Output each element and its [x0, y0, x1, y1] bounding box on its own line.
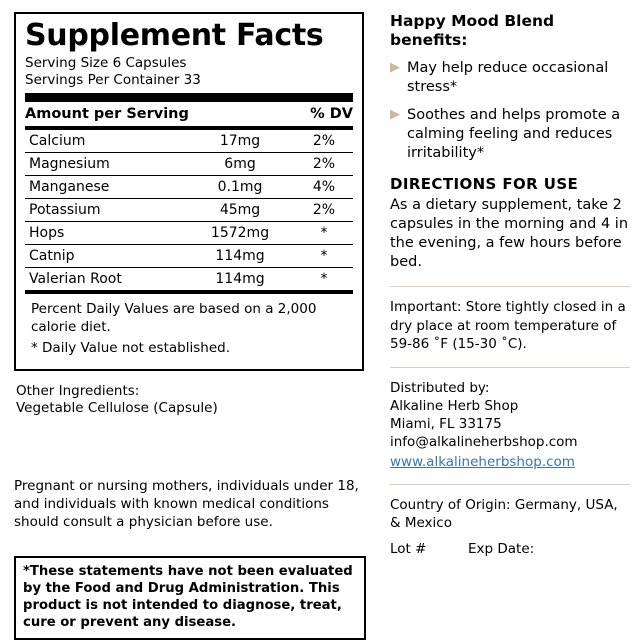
nutrient-amount: 6mg	[185, 153, 295, 176]
triangle-right-icon: ▶	[390, 107, 400, 123]
nutrient-dv: 2%	[295, 130, 353, 153]
table-header-row	[25, 102, 353, 126]
distributed-by-label: Distributed by:	[390, 379, 490, 396]
distributor-email[interactable]: info@alkalineherbshop.com	[390, 433, 578, 450]
table-row	[25, 222, 353, 245]
divider-thick	[25, 93, 353, 102]
storage-text: Important: Store tightly closed in a dry place at room temperature of 59-86 ˚F (15-30 ˚C).	[390, 299, 626, 352]
footnotes	[25, 294, 353, 358]
country-of-origin: Country of Origin: Germany, USA, & Mexico	[390, 497, 618, 532]
table-row	[25, 153, 353, 176]
supplement-facts-panel	[14, 12, 364, 371]
nutrient-dv: 4%	[295, 176, 353, 199]
divider-soft-2	[390, 367, 630, 368]
nutrient-name: Calcium	[25, 130, 185, 153]
percent-dv-header: % DV	[310, 106, 353, 123]
nutrient-amount: 114mg	[215, 271, 265, 288]
other-ingredients-label: Other Ingredients:	[16, 382, 140, 399]
nutrient-dv: 2%	[295, 153, 353, 176]
lot-label: Lot #	[390, 541, 427, 558]
nutrient-name: Manganese	[25, 176, 185, 199]
exp-date-label: Exp Date:	[468, 541, 535, 558]
divider-soft-3	[390, 484, 630, 485]
footnote-daily-values: Percent Daily Values are based on a 2,000 calorie diet.	[31, 301, 317, 336]
warning-text: Pregnant or nursing mothers, individuals under 18, and individuals with known medical conditions should consult a physician before use.	[14, 478, 359, 530]
triangle-right-icon: ▶	[390, 59, 400, 75]
benefit-text: May help reduce occasional stress*	[407, 59, 609, 95]
fda-disclaimer-text: *These statements have not been evaluated by the Food and Drug Administration. This product is not intended to diagnose, treat, cure or prevent any disease.	[23, 564, 353, 631]
nutrient-dv: *	[320, 271, 328, 288]
table-row	[25, 199, 353, 222]
distributor-address: Miami, FL 33175	[390, 415, 502, 432]
benefit-text: Soothes and helps promote a calming feeling and reduces irritability*	[407, 107, 621, 162]
distributor-company: Alkaline Herb Shop	[390, 397, 519, 414]
benefits-title: Happy Mood Blend benefits:	[390, 12, 555, 50]
nutrient-dv: 2%	[295, 199, 353, 222]
amount-per-serving-header: Amount per Serving	[25, 106, 189, 123]
divider-soft-1	[390, 286, 630, 287]
lot-exp-row	[390, 541, 630, 557]
nutrient-amount: 1572mg	[185, 222, 295, 245]
serving-size: Serving Size 6 Capsules	[25, 54, 187, 71]
nutrient-name: Hops	[25, 222, 185, 245]
nutrient-amount: 0.1mg	[185, 176, 295, 199]
nutrient-amount: 45mg	[185, 199, 295, 222]
other-ingredients-value: Vegetable Cellulose (Capsule)	[16, 400, 218, 417]
list-item	[390, 106, 630, 163]
distributor-website-link[interactable]: www.alkalineherbshop.com	[390, 454, 575, 471]
table-row	[25, 245, 353, 268]
nutrient-name: Magnesium	[25, 153, 185, 176]
right-column	[378, 0, 640, 640]
nutrient-name: Catnip	[25, 245, 185, 268]
nutrient-table	[25, 130, 353, 290]
nutrient-amount: 17mg	[185, 130, 295, 153]
directions-heading: DIRECTIONS FOR USE	[390, 174, 579, 193]
supplement-facts-title: Supplement Facts	[25, 18, 324, 53]
other-ingredients	[14, 383, 364, 418]
table-row	[25, 268, 353, 291]
table-row	[25, 176, 353, 199]
directions-text: As a dietary supplement, take 2 capsules in the morning and 4 in the evening, a few hours before bed.	[390, 196, 629, 271]
servings-per-container: Servings Per Container 33	[25, 71, 201, 88]
nutrient-dv: *	[295, 245, 353, 268]
nutrient-name: Potassium	[25, 199, 185, 222]
fda-disclaimer-box	[14, 556, 366, 640]
footnote-dv-not-established: * Daily Value not established.	[31, 340, 230, 357]
list-item	[390, 59, 630, 97]
nutrient-dv: *	[295, 222, 353, 245]
nutrient-name: Valerian Root	[29, 271, 122, 288]
nutrient-amount: 114mg	[185, 245, 295, 268]
table-row	[25, 130, 353, 153]
benefits-list	[390, 59, 630, 163]
